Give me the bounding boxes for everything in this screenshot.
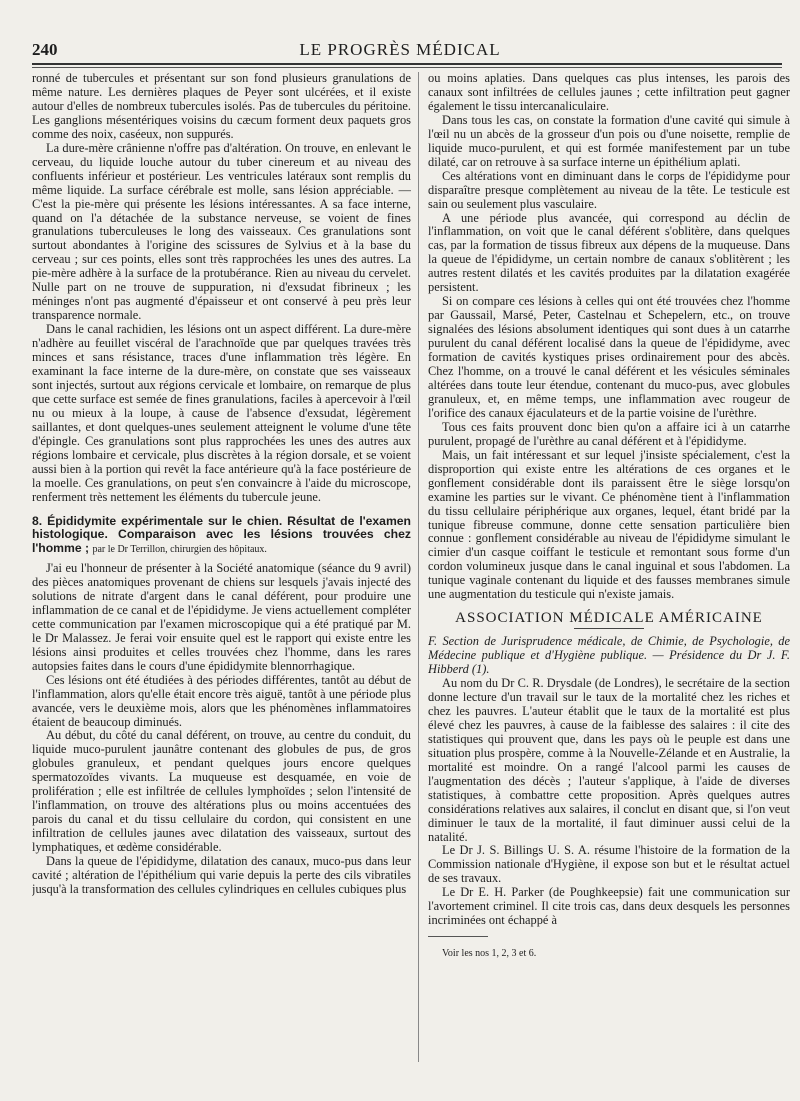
paragraph: J'ai eu l'honneur de présenter à la Société anatomique (séance du 9 avril) des pièces anatomiques provenant de chiens sur lesquels j'avais injecté des solutions de nitrate d'argent dans le canal déférent, pour produire une inflammation de ce canal et de l'épididyme. Je viens actuellement compléter cette communication par l'examen microscopique qui a été pratiqué par M. le Dr Malassez. Je ferai voir ensuite quel est le rapport qui existe entre les lésions ainsi produites et celles trouvées chez l'homme, dans les rares autopsies faites dans le cours d'une épididymite blennorrhagique. [32, 561, 411, 673]
header-rule [32, 63, 782, 65]
paragraph: Dans la queue de l'épididyme, dilatation des canaux, muco-pus dans leur cavité ; altération de l'épithélium qui varie depuis la perte des cils vibratiles jusqu'à la transformation des cellules cylindriques en cellules cubiques plus [32, 854, 411, 896]
paragraph: Le Dr J. S. Billings U. S. A. résume l'histoire de la formation de la Commission nationale d'Hygiène, il expose son but et le résultat actuel de ses travaux. [428, 843, 790, 886]
paragraph: ronné de tubercules et présentant sur son fond plusieurs granulations de même nature. Les dernières plaques de Peyer sont ulcérées, et il existe autour d'elles de nombreux tubercules isolés. Pas de tubercules du péritoine. Les ganglions mésentériques voisins du cæcum forment deux paquets gros comme des noix, caséeux, non suppurés. [32, 72, 411, 141]
paragraph: Au nom du Dr C. R. Drysdale (de Londres), le secrétaire de la section donne lecture d'un travail sur le taux de la mortalité chez les riches et chez les pauvres. L'auteur établit que le taux de la mortalité est plus élevé chez les pauvres, à cause de la faiblesse des salaires : il cite des statistiques qui prouvent que, dans les pays où le peuple est dans une situation plus prospère, comme à la Nouvelle-Zélande et en Australie, la mortalité est moindre. On a rangé l'alcool parmi les causes de l'augmentation des décès ; l'auteur s'applique, à l'aide de diverses statistiques, à combattre cette proposition. Après quelques autres considérations relatives aux salaires, il conclut en disant que, si l'on veut diminuer le taux de la mortalité, il faut diminuer aussi celui de la natalité. [428, 676, 790, 844]
left-column [32, 72, 411, 1094]
page-number: 240 [32, 40, 58, 59]
footnote: Voir les nos 1, 2, 3 et 6. [442, 948, 537, 960]
journal-title: LE PROGRÈS MÉDICAL [299, 40, 501, 59]
paragraph: Dans tous les cas, on constate la formation d'une cavité qui simule à l'œil nu un abcès de la grosseur d'un pois ou d'une noisette, remplie de liquide muco-purulent, et qui est formée manifestement par un tube dilaté, car on retrouve à sa surface interne un épithélium aplati. [428, 112, 790, 169]
paragraph: Ces altérations vont en diminuant dans le corps de l'épididyme pour disparaître presque complètement au niveau de la tête. Le testicule est sain ou seulement plus vasculaire. [428, 168, 790, 211]
paragraph: Ces lésions ont été étudiées à des périodes différentes, tantôt au début de l'inflammation, alors qu'elle était encore très aiguë, tantôt à une période plus avancée, vers le deuxième mois, alors que les phénomènes inflammatoires étaient de beaucoup diminués. [32, 672, 411, 729]
paragraph: La dure-mère crânienne n'offre pas d'altération. On trouve, en enlevant le cerveau, du liquide louche autour du tuber cinereum et au niveau des confluents inférieur et postérieur. Les ventricules latéraux sont remplis du même liquide. La surface cérébrale est molle, sans lésion appréciable. — C'est la pie-mère qui présente les lésions intéressantes. A sa face interne, quand on l'a détachée de la substance nerveuse, se voient de fines granulations tuberculeuses le long des vaisseaux. Ces granulations sont surtout abondantes à l'origine des scissures de Sylvius et à la base du cerveau ; sur ces points, elles sont très rapprochées les unes des autres. La pie-mère adhère à la surface de la protubérance. Rien au niveau du cervelet. Nulle part on ne trouve de suppuration, ni d'exsudat fibrineux ; les méninges n'ont pas augmenté d'épaisseur et ont conservé à peu près leur transparence normale. [32, 140, 411, 323]
article-heading [32, 515, 411, 557]
paragraph: Le Dr E. H. Parker (de Poughkeepsie) fait une communication sur l'avortement criminel. Il cite trois cas, dans deux desquels les personnes incriminées ont échappé à [428, 885, 790, 928]
section-subheading: F. Section de Jurisprudence médicale, de Chimie, de Psychologie, de Médecine publique et d'Hygiène publique. — Présidence du Dr J. F. Hibberd (1). [428, 634, 790, 677]
paragraph: Tous ces faits prouvent donc bien qu'on a affaire ici à un catarrhe purulent, propagé de l'urèthre au canal déférent et à l'épididyme. [428, 419, 790, 448]
right-column [428, 72, 790, 1094]
article-byline: par le Dr Terrillon, chirurgien des hôpitaux. [92, 543, 267, 555]
header-rule-thin [32, 67, 782, 68]
column-divider [418, 72, 419, 1062]
section-title: ASSOCIATION MÉDICALE AMÉRICAINE [455, 610, 763, 627]
paragraph: Mais, un fait intéressant et sur lequel j'insiste spécialement, c'est la disproportion qui existe entre les altérations de ces organes et le gonflement considérable dont ils paraissent être le siège lorsqu'on examine les parties sur le vivant. Ce phénomène tient à l'inflammation du tissu cellulaire périphérique aux organes, lequel, étant bridé par la tunique fibreuse commune, donne cette sensation particulière bien connue : gonflement considérable au niveau de l'épididyme simulant le cimier d'un casque coiffant le testicule et remontant sous forme d'un cordon volumineux jusque dans le canal inguinal et sous l'abdomen. La tunique vaginale contenant du liquide et des fausses membranes simule une augmentation du testicule qui n'existe jamais. [428, 447, 790, 602]
footnote-rule [428, 936, 488, 937]
section-rule [574, 628, 644, 629]
paragraph: Dans le canal rachidien, les lésions ont un aspect différent. La dure-mère n'adhère au feuillet viscéral de l'arachnoïde que par quelques travées très minces et sans résistance, traces d'une inflammation très légère. En examinant la face interne de la dure-mère, on constate que ses vaisseaux sont injectés, surtout aux régions cervicale et lombaire, on remarque de plus que cette surface est semée de fines granulations, faciles à apercevoir à l'œil nu ou mieux à la loupe, à cause de l'absence d'exsudat, légèrement saillantes, et dont quelques-unes seulement atteignent le volume d'une tête d'épingle. Ces granulations sont plus rapprochées les unes des autres aux régions lombaire et cervicale, plus discrètes à la région dorsale, et se voient aussi bien à la portion qui revêt la face antérieure qu'à la face postérieure de la moelle. Ces granulations, on peut s'en convaincre à l'aide du microscope, renferment très nettement les éléments du tubercule jeune. [32, 322, 411, 504]
paragraph: A une période plus avancée, qui correspond au déclin de l'inflammation, on voit que le canal déférent s'oblitère, dans quelques cas, par la formation de tissus fibreux aux dépens de la muqueuse. Dans la queue de l'épididyme, un certain nombre de canaux s'oblitèrent ; les autres restent dilatés et les cavités produites par la dilatation exagérée persistent. [428, 210, 790, 295]
paragraph: Au début, du côté du canal déférent, on trouve, au centre du conduit, du liquide muco-purulent jaunâtre contenant des globules de pus, de gros globules granuleux, et pendant quelques jours encore quelques spermatozoïdes vivants. La muqueuse est desquamée, en voie de prolifération ; elle est infiltrée de cellules lymphoïdes ; selon l'intensité de l'inflammation, on trouve des altérations plus ou moins accentuées des parois du canal et du tissu cellulaire du cordon, qui consistent en une infiltration de cellules jaunes avec dilatation des vaisseaux, surtout des lymphatiques, et œdème considérable. [32, 728, 411, 855]
paragraph: ou moins aplaties. Dans quelques cas plus intenses, les parois des canaux sont infiltrées de cellules jaunes ; cette infiltration peut gagner également le tissu intercanaliculaire. [428, 72, 790, 113]
article-title: 8. Épididymite expérimentale sur le chien. Résultat de l'examen histologique. Comparaison avec les lésions trouvées chez l'homme ; [32, 513, 411, 555]
paragraph: Si on compare ces lésions à celles qui ont été trouvées chez l'homme par Gaussail, Marsé, Peter, Castelnau et Schepelern, etc., on trouve signalées des lésions absolument identiques qui sont dues à un catarrhe purulent du canal déférent localisé dans la queue de l'épididyme, avec formation de cavités kystiques prises ordinairement pour des abcès. Chez l'homme, on a trouvé le canal déférent et les vésicules séminales altérées dans toute leur étendue, contenant du muco-pus, avec globules granuleux, et, en même temps, une inflammation avec rougeur de l'orifice des canaux éjaculateurs et de la partie voisine de l'urèthre. [428, 294, 790, 420]
